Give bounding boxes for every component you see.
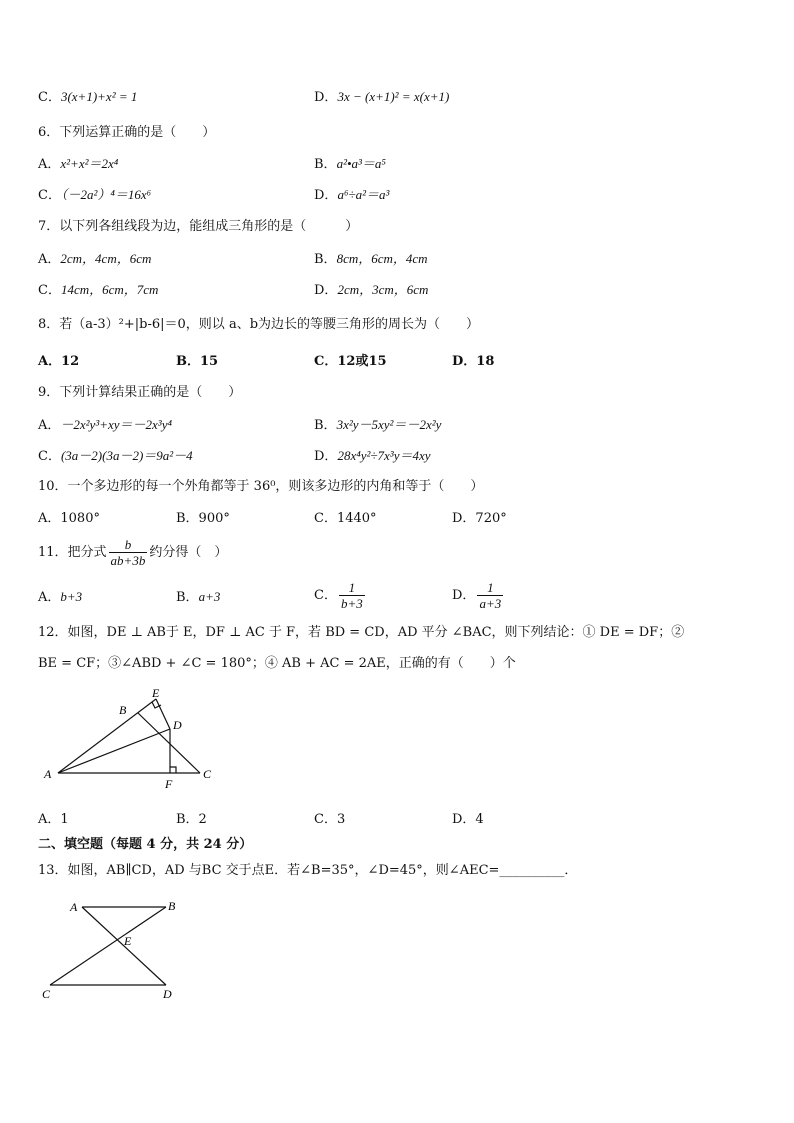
- fraction-numerator: 1: [487, 580, 494, 595]
- q9-option-a: [38, 416, 172, 435]
- q10-option-b: B．900°: [176, 511, 230, 526]
- q12-figure: [40, 686, 220, 794]
- segment-AE: [58, 699, 156, 773]
- section-title: 二、填空题（每题 4 分，共 24 分）: [38, 837, 253, 852]
- q6-option-d: [314, 186, 389, 205]
- q12-figure-lines: [58, 699, 200, 773]
- q7-option-d: [314, 281, 428, 300]
- q10-option-d: D．720°: [452, 511, 507, 526]
- q9-option-c: [38, 447, 193, 466]
- segment-BC: [50, 907, 166, 985]
- q11-stem: [38, 536, 227, 570]
- q11-option-b: [176, 588, 220, 607]
- q10-stem: 10．一个多边形的每一个外角都等于 36⁰，则该多边形的内角和等于（ ）: [38, 479, 484, 494]
- q12-option-b: B．2: [176, 812, 207, 827]
- option-text: x²+x²＝2x⁴: [60, 156, 119, 171]
- option-text: b+3: [60, 589, 83, 604]
- stem-text: 约分得（ ）: [149, 545, 228, 560]
- q13-figure-lines: [50, 907, 166, 985]
- option-text: 3x²y－5xy²＝－2x²y: [336, 417, 442, 432]
- option-label: C．: [38, 449, 61, 464]
- q13-figure: [40, 895, 190, 1005]
- point-label-B: B: [168, 899, 176, 913]
- q7-stem: 7．以下列各组线段为边，能组成三角形的是（ ）: [38, 219, 359, 234]
- option-text: a⁶÷a²＝a³: [337, 187, 390, 202]
- fraction: [339, 580, 365, 611]
- right-angle-mark-F: [170, 767, 176, 773]
- option-label: B．: [314, 252, 337, 267]
- point-label-C: C: [42, 987, 51, 1001]
- option-text: （－2a²）⁴＝16x⁶: [60, 187, 152, 202]
- option-label: C．: [38, 283, 61, 298]
- q12-stem-line1: 12．如图，DE ⊥ AB于 E，DF ⊥ AC 于 F，若 BD = CD，AD 平分 ∠BAC，则下列结论：① DE = DF；②: [38, 625, 685, 640]
- option-text: 3(x+1)+x² = 1: [60, 89, 138, 104]
- option-text: －2x²y³+xy＝－2x³y⁴: [60, 417, 172, 432]
- option-label: B．: [314, 157, 337, 172]
- option-text: 2cm，4cm，6cm: [60, 251, 152, 266]
- q7-option-c: [38, 281, 158, 300]
- point-label-B: B: [119, 703, 127, 717]
- fraction-denominator: ab+3b: [110, 553, 146, 568]
- option-text: a+3: [198, 589, 221, 604]
- fraction-numerator: 1: [348, 580, 356, 595]
- option-label: C．: [314, 588, 337, 603]
- option-text: 3x − (x+1)² = x(x+1): [337, 89, 450, 104]
- fraction-numerator: b: [124, 537, 132, 552]
- q11-option-d: [452, 578, 505, 614]
- segment-DE: [156, 699, 170, 729]
- q8-option-d: D．18: [452, 354, 495, 369]
- option-text: a²•a³＝a⁵: [336, 156, 386, 171]
- q10-option-a: A．1080°: [38, 511, 100, 526]
- option-label: D．: [314, 449, 338, 464]
- q9-option-d: [314, 447, 431, 466]
- fraction: [109, 537, 148, 568]
- option-label: C．: [38, 90, 61, 105]
- option-text: 2cm，3cm，6cm: [337, 282, 429, 297]
- q12-option-c: C．3: [314, 812, 346, 827]
- option-label: A．: [38, 252, 61, 267]
- q12-option-d: D．4: [452, 812, 484, 827]
- q5-option-c: [38, 88, 137, 107]
- q12-option-a: A．1: [38, 812, 69, 827]
- option-label: D．: [314, 188, 338, 203]
- option-label: B．: [314, 418, 337, 433]
- option-text: 28x⁴y²÷7x³y＝4xy: [337, 448, 431, 463]
- q7-option-a: [38, 250, 151, 269]
- q11-option-a: [38, 588, 82, 607]
- option-label: C．: [38, 188, 61, 203]
- q6-option-b: [314, 155, 386, 174]
- answer-blank: __________．: [499, 863, 578, 878]
- point-label-A: A: [70, 900, 78, 914]
- q10-option-c: C．1440°: [314, 511, 377, 526]
- point-label-A: A: [44, 767, 52, 781]
- q8-option-a: A．12: [38, 354, 80, 369]
- option-label: B．: [176, 590, 199, 605]
- q9-stem: 9．下列计算结果正确的是（ ）: [38, 385, 242, 400]
- point-label-E: E: [124, 934, 132, 948]
- fraction: [477, 580, 503, 611]
- q11-option-c: [314, 578, 367, 614]
- q13-stem: [38, 862, 577, 880]
- q6-option-a: [38, 155, 118, 174]
- stem-text: 13．如图，AB∥CD，AD 与BC 交于点E．若∠B=35°，∠D=45°，则∠AEC=: [38, 863, 500, 878]
- q8-option-b: B．15: [176, 354, 219, 369]
- option-label: D．: [452, 588, 476, 603]
- fraction-denominator: b+3: [340, 596, 363, 611]
- q5-option-d: [314, 88, 449, 107]
- q8-stem: 8．若（a-3）²+|b-6|＝0，则以 a、b为边长的等腰三角形的周长为（ ）: [38, 317, 480, 332]
- q6-option-c: [38, 186, 151, 205]
- option-text: 8cm，6cm，4cm: [336, 251, 428, 266]
- option-label: D．: [314, 283, 338, 298]
- option-text: 14cm，6cm，7cm: [60, 282, 159, 297]
- segment-AD: [58, 729, 170, 773]
- point-label-D: D: [173, 718, 182, 732]
- option-text: (3a－2)(3a－2)＝9a²－4: [60, 448, 193, 463]
- q8-option-c: C．12或15: [314, 354, 387, 369]
- q9-option-b: [314, 416, 441, 435]
- segment-BC: [138, 713, 200, 773]
- point-label-D: D: [163, 987, 172, 1001]
- stem-text: 11．把分式: [38, 545, 107, 560]
- option-label: D．: [314, 90, 338, 105]
- point-label-C: C: [203, 767, 212, 781]
- fraction-denominator: a+3: [479, 596, 502, 611]
- q7-option-b: [314, 250, 428, 269]
- q12-stem-line2: BE = CF；③∠ABD + ∠C = 180°；④ AB + AC = 2AE，正确的有（ ）个: [38, 656, 516, 671]
- option-label: A．: [38, 590, 61, 605]
- option-label: A．: [38, 418, 61, 433]
- q6-stem: 6．下列运算正确的是（ ）: [38, 125, 216, 140]
- point-label-F: F: [165, 777, 173, 791]
- option-label: A．: [38, 157, 61, 172]
- point-label-E: E: [152, 686, 160, 700]
